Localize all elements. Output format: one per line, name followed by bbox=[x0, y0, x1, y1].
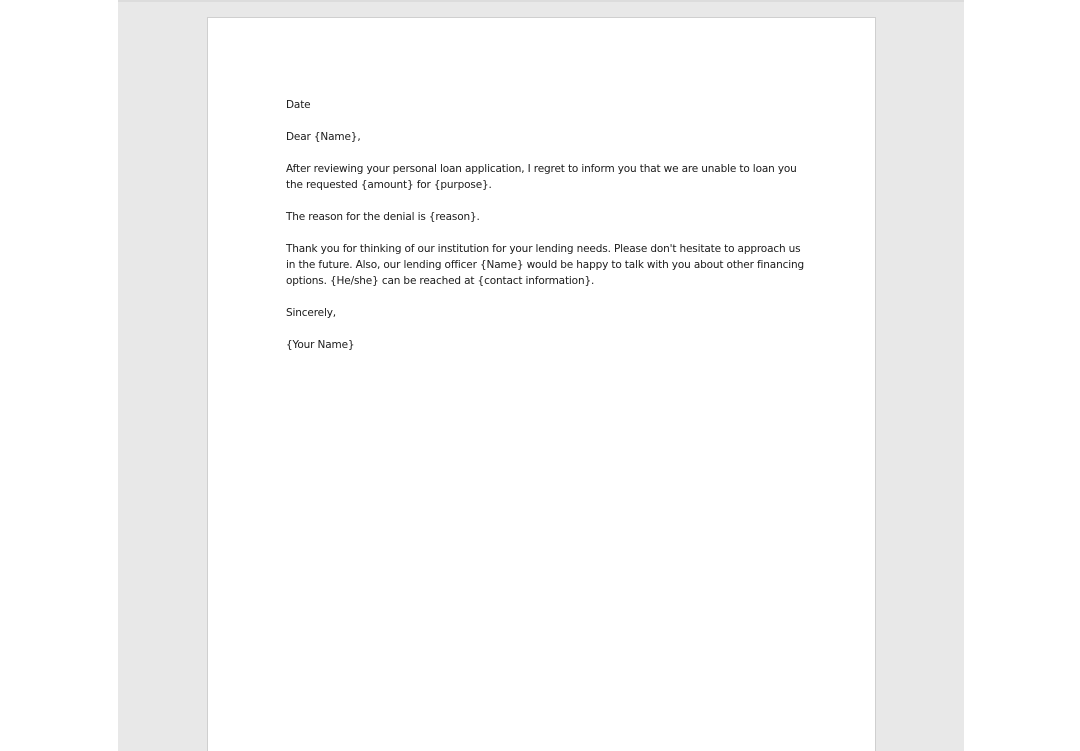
letter-body bbox=[286, 97, 806, 369]
document-canvas bbox=[118, 0, 964, 751]
letter-paragraph-3: Thank you for thinking of our institution for your lending needs. Please don't hesitate to approach us in the future. Also, our lending officer {Name} would be happy to talk with you about other financing options. {He/she} can be reached at {contact information}. bbox=[286, 243, 804, 287]
letter-closing: Sincerely, bbox=[286, 307, 336, 319]
letter-date: Date bbox=[286, 99, 311, 111]
letter-signature: {Your Name} bbox=[286, 339, 355, 351]
letter-paragraph-2: The reason for the denial is {reason}. bbox=[286, 211, 480, 223]
document-page[interactable] bbox=[207, 17, 876, 751]
letter-paragraph-1: After reviewing your personal loan application, I regret to inform you that we are unable to loan you the requested {amount} for {purpose}. bbox=[286, 163, 797, 191]
letter-salutation: Dear {Name}, bbox=[286, 131, 361, 143]
